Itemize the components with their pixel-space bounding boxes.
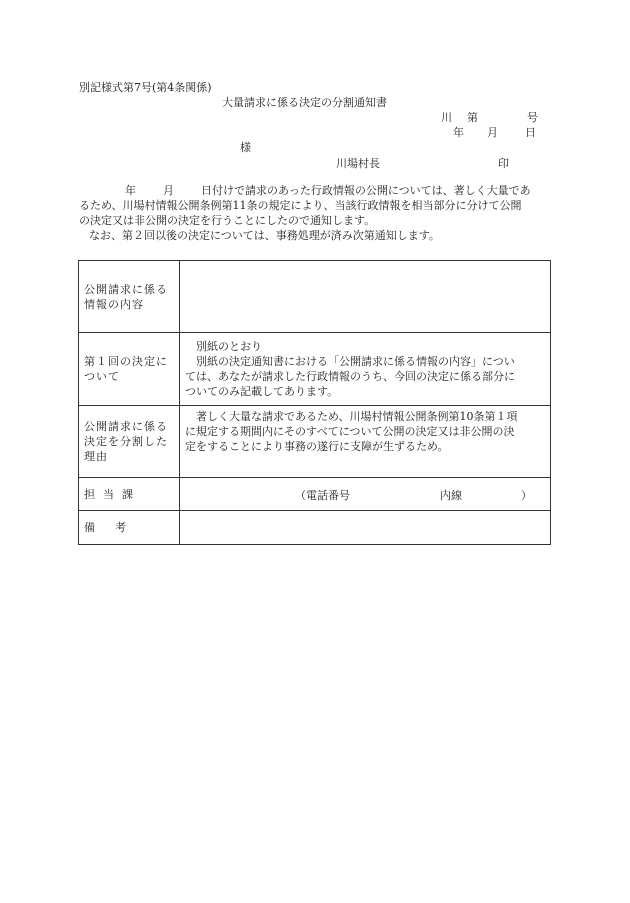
addressee-suffix: 様 [240, 141, 251, 154]
date-month: 月 [487, 126, 498, 139]
value-split-reason: 著しく大量な請求であるため、川場村情報公開条例第10条第１項 に規定する期間内にそのすべてについて公開の決定又は非公開の決 定をすることにより事務の遂行に支障が生ずるため。 [180, 406, 551, 478]
body-line-4-text: なお、第２回以後の決定については、事務処理が済み次第通知します。 [89, 229, 440, 242]
table-row [79, 478, 551, 511]
label-remarks: 備考 [79, 511, 180, 545]
value-first-decision: 別紙のとおり 別紙の決定通知書における「公開請求に係る情報の内容」につい ては、あなたが請求した行政情報のうち、今回の決定に係る部分に ついてのみ記載してあります。 [180, 333, 551, 406]
form-id: 別記様式第7号(第4条関係) [79, 81, 212, 94]
extension-label: 内線 [440, 489, 462, 502]
value-request-content [180, 261, 551, 333]
table-row [79, 511, 551, 545]
label-first-decision: 第１回の決定に ついて [79, 333, 180, 406]
body-line-4 [79, 228, 549, 243]
issuer-name: 川場村長 [336, 157, 380, 170]
notice-table [78, 260, 551, 545]
doc-number-prefix: 川 [441, 111, 452, 124]
notice-body [79, 183, 549, 243]
body-line-2: るため、川場村情報公開条例第11条の規定により、当該行政情報を相当部分に分けて公開 [79, 199, 522, 212]
table-row [79, 333, 551, 406]
table-row [79, 261, 551, 333]
value-remarks [180, 511, 551, 545]
doc-number-dai: 第 [467, 111, 478, 124]
document-title: 大量請求に係る決定の分割通知書 [222, 96, 387, 109]
label-split-reason: 公開請求に係る 決定を分割した 理由 [79, 406, 180, 478]
phone-close-paren: ） [521, 489, 532, 502]
date-year: 年 [453, 126, 464, 139]
body-line-1 [79, 183, 549, 198]
phone-label: （電話番号 [295, 489, 350, 502]
label-request-content: 公開請求に係る 情報の内容 [79, 261, 180, 333]
body-month: 月 [163, 184, 174, 197]
label-department: 担当課 [79, 478, 180, 511]
body-line-1-text: 日付けで請求のあった行政情報の公開については、著しく大量であ [201, 184, 531, 197]
body-year: 年 [125, 184, 136, 197]
seal-mark: 印 [498, 157, 509, 170]
date-day: 日 [525, 126, 536, 139]
doc-number-go: 号 [527, 111, 538, 124]
table-row [79, 406, 551, 478]
value-department [180, 478, 551, 511]
body-line-3: の決定又は非公開の決定を行うことにしたので通知します。 [79, 214, 376, 227]
